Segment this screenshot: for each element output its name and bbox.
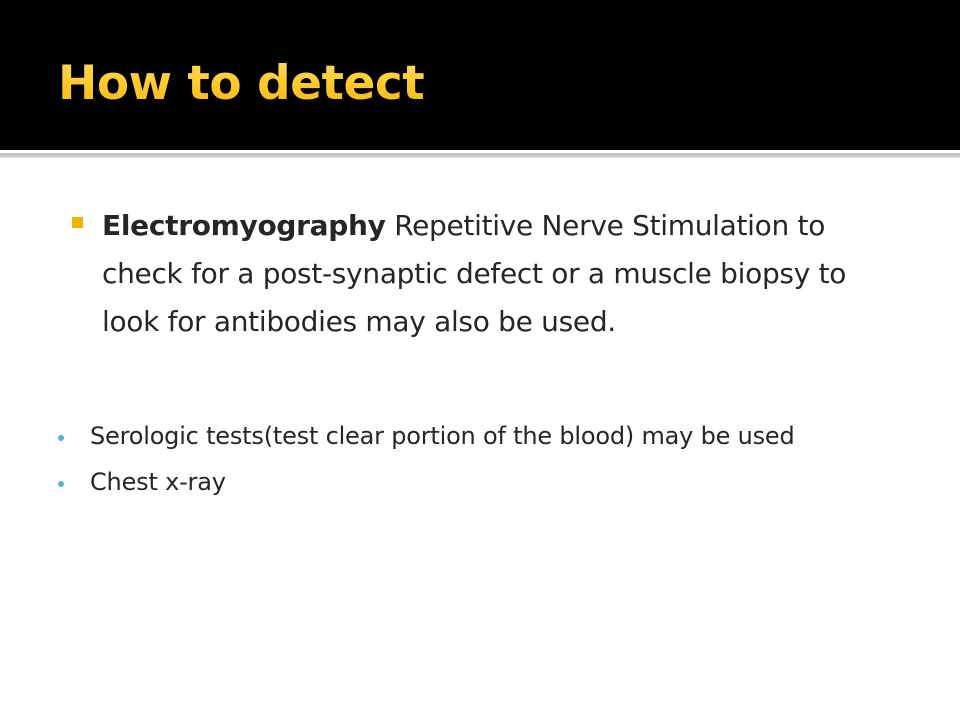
- dot-bullet-icon: [58, 481, 64, 487]
- title-divider: [0, 150, 960, 158]
- dot-bullet-icon: [58, 435, 64, 441]
- title-bar: [0, 0, 960, 150]
- main-bullet-body: Repetitive Nerve Stimulation to check for a post-synaptic defect or a muscle biopsy to look for antibodies may also be used.: [102, 209, 847, 338]
- square-bullet-icon: [72, 217, 83, 228]
- bold-term: Electromyography: [102, 209, 386, 242]
- sub-bullet-text: Serologic tests(test clear portion of the blood) may be used: [90, 422, 795, 450]
- list-item: [58, 418, 888, 454]
- sub-bullet-text: Chest x-ray: [90, 468, 226, 496]
- slide-title: How to detect: [58, 44, 424, 124]
- sub-bullet-list: [58, 418, 888, 510]
- list-item: [58, 464, 888, 500]
- main-bullet-item: [72, 202, 852, 346]
- main-bullet-text: [102, 202, 852, 346]
